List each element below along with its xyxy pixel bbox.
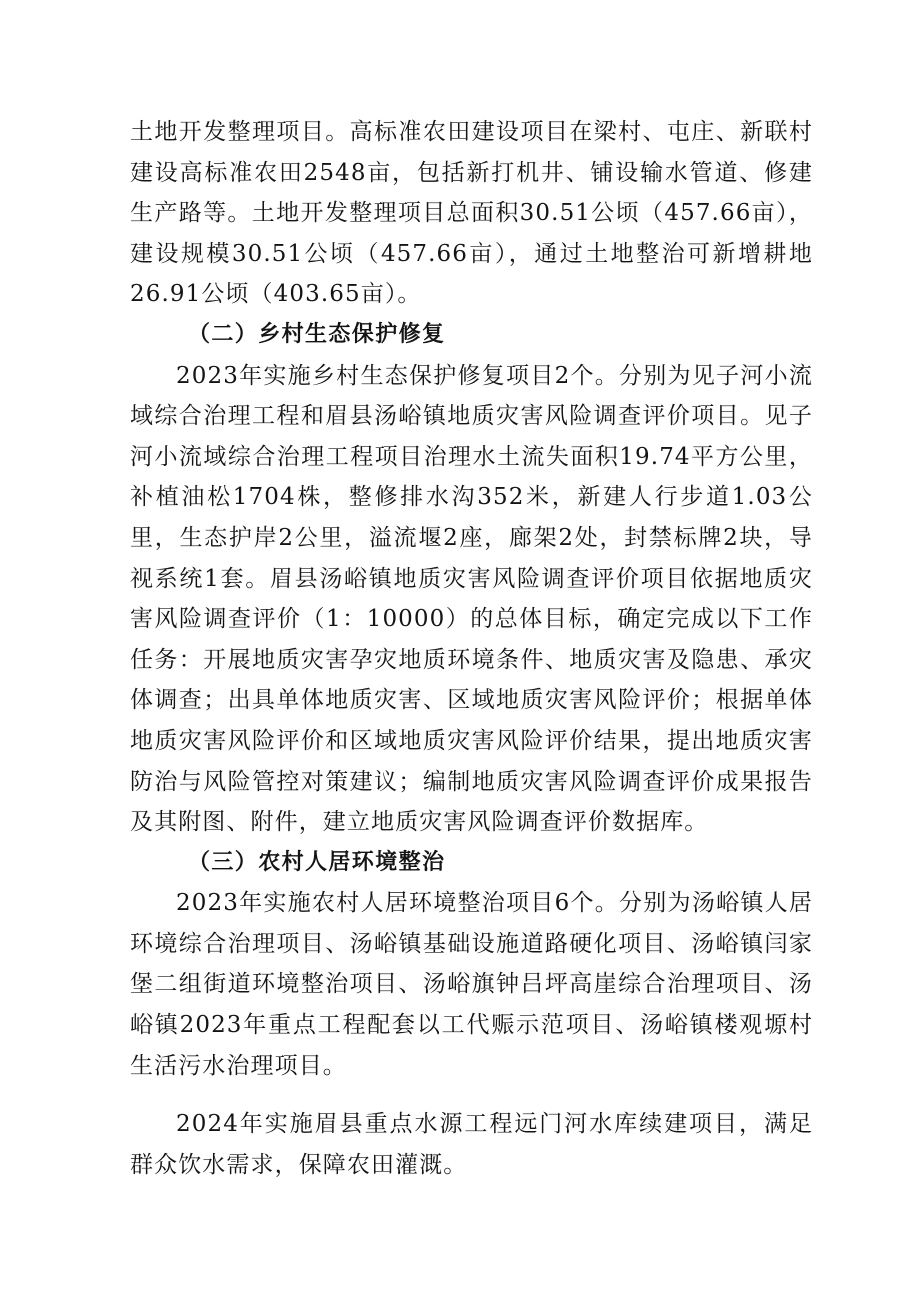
section-heading-living-environment: （三）农村人居环境整治: [188, 849, 446, 875]
paragraph-water-source-project: 2024年实施眉县重点水源工程远门河水库续建项目，满足群众饮水需求，保障农田灌溉。: [130, 1111, 813, 1178]
paragraph-spacer: [130, 1086, 813, 1104]
paragraph-living-environment: 2023年实施农村人居环境整治项目6个。分别为汤峪镇人居环境综合治理项目、汤峪镇基础设施道路硬化项目、汤峪镇闫家堡二组街道环境整治项目、汤峪旗钟吕坪高崖综合治理项目、汤峪镇2023年重点工程配套以工代赈示范项目、汤峪镇楼观塬村生活污水治理项目。: [130, 890, 813, 1079]
paragraph-land-development: 土地开发整理项目。高标准农田建设项目在梁村、屯庄、新联村建设高标准农田2548亩，包括新打机井、铺设输水管道、修建生产路等。土地开发整理项目总面积30.51公顷（457.66亩），建设规模30.51公顷（457.66亩），通过土地整治可新增耕地26.91公顷（403.65亩）。: [130, 119, 813, 308]
paragraph-ecological-restoration: 2023年实施乡村生态保护修复项目2个。分别为见子河小流域综合治理工程和眉县汤峪镇地质灾害风险调查评价项目。见子河小流域综合治理工程项目治理水土流失面积19.74平方公里，补植油松1704株，整修排水沟352米，新建人行步道1.03公里，生态护岸2公里，溢流堰2座，廊架2处，封禁标牌2块，导视系统1套。眉县汤峪镇地质灾害风险调查评价项目依据地质灾害风险调查评价（1：10000）的总体目标，确定完成以下工作任务：开展地质灾害孕灾地质环境条件、地质灾害及隐患、承灾体调查；出具单体地质灾害、区域地质灾害风险评价；根据单体地质灾害风险评价和区域地质灾害风险评价结果，提出地质灾害防治与风险管控对策建议；编制地质灾害风险调查评价成果报告及其附图、附件，建立地质灾害风险调查评价数据库。: [130, 362, 813, 836]
document-body: [130, 112, 813, 1185]
section-heading-ecological-restoration: （二）乡村生态保护修复: [188, 321, 446, 347]
